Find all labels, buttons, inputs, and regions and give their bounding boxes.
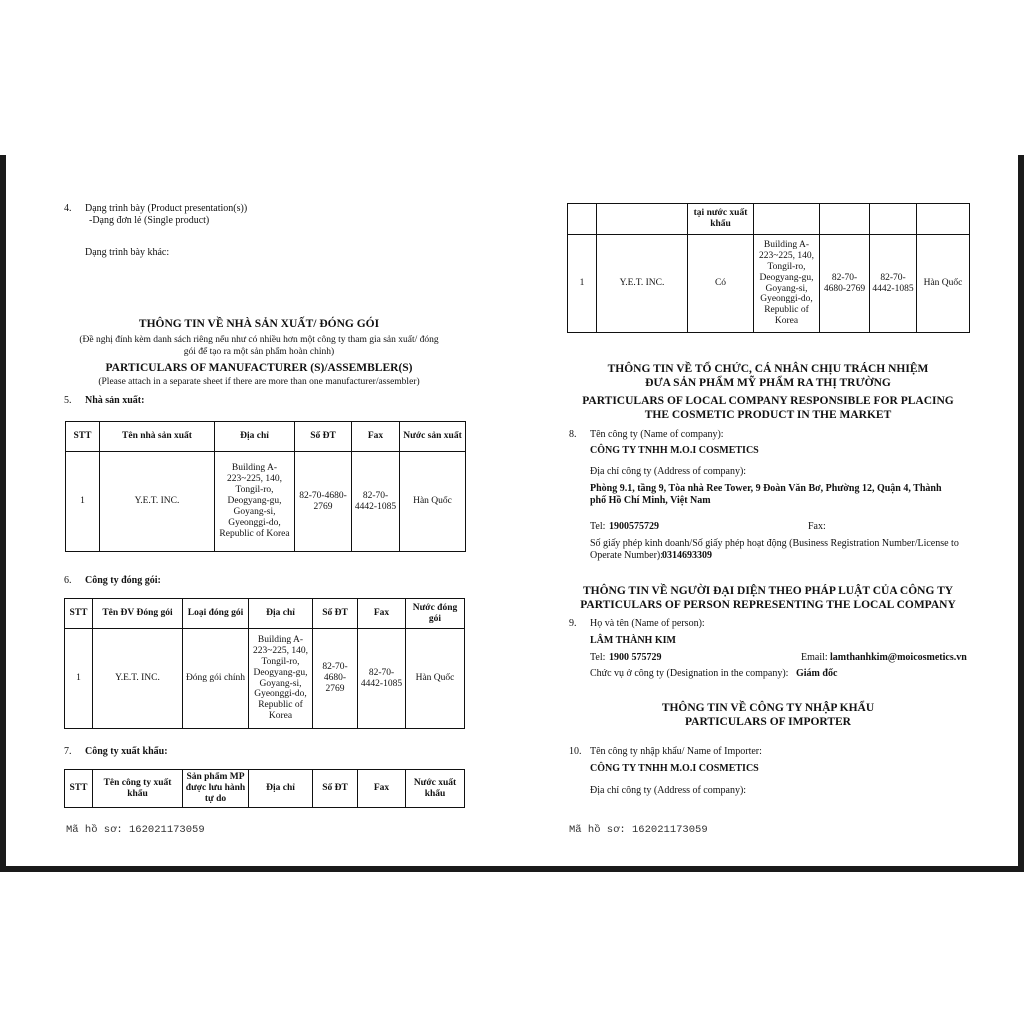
cell-address: Building A-223~225, 140, Tongil-ro, Deogyang-gu, Goyang-si, Gyeonggi-do, Republic of Korea <box>215 452 295 552</box>
cell-free-sale: Có <box>688 235 754 333</box>
packager-table <box>64 598 465 729</box>
header-stt: STT <box>65 770 93 808</box>
company-tel-value: 1900575729 <box>609 521 659 532</box>
manufacturer-note-vi-2: gói để tạo ra một sản phẩm hoàn chỉnh) <box>183 347 335 357</box>
license-label-2: Operate Number): <box>590 550 664 561</box>
cell-country: Hàn Quốc <box>917 235 970 333</box>
section-5-number: 5. <box>64 395 72 406</box>
table-header-row <box>65 770 465 808</box>
header-stt: STT <box>65 599 93 629</box>
header-free-sale: Sản phẩm MP được lưu hành tự do <box>183 770 249 808</box>
company-address-value-1: Phòng 9.1, tầng 9, Tòa nhà Ree Tower, 9 Đoàn Văn Bơ, Phường 12, Quận 4, Thành <box>590 483 942 494</box>
person-name-label: Họ và tên (Name of person): <box>590 618 705 629</box>
local-company-heading-en-1: PARTICULARS OF LOCAL COMPANY RESPONSIBLE FOR PLACING <box>582 395 954 407</box>
cell-manufacturer-name: Y.E.T. INC. <box>100 452 215 552</box>
section-5-title: Nhà sản xuất: <box>85 395 145 406</box>
local-company-heading-vi-2: ĐƯA SẢN PHẨM MỸ PHẨM RA THỊ TRƯỜNG <box>645 377 891 389</box>
cell-stt: 1 <box>568 235 597 333</box>
section-7-title: Công ty xuất khẩu: <box>85 746 168 757</box>
cell-phone: 82-70-4680-2769 <box>295 452 352 552</box>
header-address: Địa chỉ <box>249 599 313 629</box>
header-exporter-name: Tên công ty xuất khẩu <box>93 770 183 808</box>
other-presentation-label: Dạng trình bày khác: <box>85 247 170 258</box>
table-header-row <box>66 422 466 452</box>
cell-exporter-name: Y.E.T. INC. <box>597 235 688 333</box>
cell-stt: 1 <box>65 629 93 729</box>
sheet-edge-right <box>1018 155 1024 872</box>
local-company-heading-vi-1: THÔNG TIN VỀ TỔ CHỨC, CÁ NHÂN CHỊU TRÁCH NHIỆM <box>607 363 929 375</box>
manufacturer-heading-vi: THÔNG TIN VỀ NHÀ SẢN XUẤT/ ĐÓNG GÓI <box>138 318 380 330</box>
company-name-value: CÔNG TY TNHH M.O.I COSMETICS <box>590 445 759 456</box>
left-page <box>6 155 512 865</box>
header-stt: STT <box>66 422 100 452</box>
cell-country: Hàn Quốc <box>400 452 466 552</box>
company-tel-label: Tel: <box>590 521 606 532</box>
right-page <box>512 155 1018 865</box>
person-tel-label: Tel: <box>590 652 606 663</box>
company-address-label: Địa chỉ công ty (Address of company): <box>590 466 747 477</box>
license-value: 0314693309 <box>662 550 712 561</box>
cell-fax: 82-70-4442-1085 <box>870 235 917 333</box>
cell-stt: 1 <box>66 452 100 552</box>
company-fax-label: Fax: <box>808 521 826 532</box>
person-name-value: LÂM THÀNH KIM <box>590 635 676 646</box>
dossier-code: Mã hồ sơ: 162021173059 <box>569 824 708 836</box>
section-6-title: Công ty đóng gói: <box>85 575 161 586</box>
header-packaging-type: Loại đóng gói <box>183 599 249 629</box>
exporter-table-continued <box>567 203 970 333</box>
person-tel-value: 1900 575729 <box>609 652 662 663</box>
header-country: Nước sản xuất <box>400 422 466 452</box>
section-4-title: Dạng trình bày (Product presentation(s)) <box>85 203 248 214</box>
company-address-value-2: phố Hồ Chí Minh, Việt Nam <box>590 495 711 506</box>
header-free-sale-continued: tại nước xuất khẩu <box>688 204 754 235</box>
importer-heading-en: PARTICULARS OF IMPORTER <box>685 716 851 728</box>
header-phone: Số ĐT <box>295 422 352 452</box>
header-address: Địa chỉ <box>215 422 295 452</box>
header-fax: Fax <box>358 770 406 808</box>
designation-value: Giám đốc <box>796 668 838 679</box>
cell-country: Hàn Quốc <box>406 629 465 729</box>
manufacturer-heading-en: PARTICULARS OF MANUFACTURER (S)/ASSEMBLER(S) <box>105 362 413 374</box>
table-row <box>65 629 465 729</box>
person-email-value: lamthanhkim@moicosmetics.vn <box>830 652 967 663</box>
exporter-table <box>64 769 465 808</box>
cell-address: Building A-223~225, 140, Tongil-ro, Deogyang-gu, Goyang-si, Gyeonggi-do, Republic of Korea <box>249 629 313 729</box>
cell-phone: 82-70-4680-2769 <box>313 629 358 729</box>
dossier-code: Mã hồ sơ: 162021173059 <box>66 824 205 836</box>
header-country: Nước đóng gói <box>406 599 465 629</box>
table-row <box>568 235 970 333</box>
header-fax: Fax <box>352 422 400 452</box>
section-10-number: 10. <box>569 746 582 757</box>
section-4-number: 4. <box>64 203 72 214</box>
legal-representative-heading-vi: THÔNG TIN VỀ NGƯỜI ĐẠI DIỆN THEO PHÁP LUẬT CỦA CÔNG TY <box>582 585 954 597</box>
cell-packaging-type: Đóng gói chính <box>183 629 249 729</box>
cell-phone: 82-70-4680-2769 <box>820 235 870 333</box>
header-manufacturer-name: Tên nhà sản xuất <box>100 422 215 452</box>
cell-packager-name: Y.E.T. INC. <box>93 629 183 729</box>
cell-fax: 82-70-4442-1085 <box>358 629 406 729</box>
importer-address-label: Địa chỉ công ty (Address of company): <box>590 785 747 796</box>
cell-address: Building A-223~225, 140, Tongil-ro, Deogyang-gu, Goyang-si, Gyeonggi-do, Republic of Korea <box>754 235 820 333</box>
company-name-label: Tên công ty (Name of company): <box>590 429 724 440</box>
manufacturer-table <box>65 421 466 552</box>
importer-heading-vi: THÔNG TIN VỀ CÔNG TY NHẬP KHẨU <box>661 702 875 714</box>
designation-label: Chức vụ ở công ty (Designation in the company): <box>590 668 789 679</box>
importer-name-label: Tên công ty nhập khẩu/ Name of Importer: <box>590 746 762 757</box>
sheet-edge-bottom <box>0 866 1024 872</box>
local-company-heading-en-2: THE COSMETIC PRODUCT IN THE MARKET <box>644 409 892 421</box>
header-packager-name: Tên ĐV Đóng gói <box>93 599 183 629</box>
cell-fax: 82-70-4442-1085 <box>352 452 400 552</box>
license-label-1: Số giấy phép kinh doanh/Số giấy phép hoạt động (Business Registration Number/License to <box>590 538 959 549</box>
person-email-label: Email: <box>801 652 828 663</box>
importer-name-value: CÔNG TY TNHH M.O.I COSMETICS <box>590 763 759 774</box>
table-header-row <box>65 599 465 629</box>
single-product-line: -Dạng đơn lẻ (Single product) <box>89 215 210 226</box>
header-country: Nước xuất khẩu <box>406 770 465 808</box>
section-6-number: 6. <box>64 575 72 586</box>
section-7-number: 7. <box>64 746 72 757</box>
table-header-row <box>568 204 970 235</box>
header-phone: Số ĐT <box>313 599 358 629</box>
manufacturer-note-vi-1: (Đề nghị đính kèm danh sách riêng nếu như có nhiều hơn một công ty tham gia sản xuất/ đóng <box>79 335 439 345</box>
header-fax: Fax <box>358 599 406 629</box>
header-address: Địa chỉ <box>249 770 313 808</box>
section-8-number: 8. <box>569 429 577 440</box>
header-phone: Số ĐT <box>313 770 358 808</box>
manufacturer-note-en: (Please attach in a separate sheet if there are more than one manufacturer/assembler) <box>98 377 420 387</box>
sheet-edge-left <box>0 155 6 872</box>
section-9-number: 9. <box>569 618 577 629</box>
legal-representative-heading-en: PARTICULARS OF PERSON REPRESENTING THE LOCAL COMPANY <box>580 599 956 611</box>
table-row <box>66 452 466 552</box>
